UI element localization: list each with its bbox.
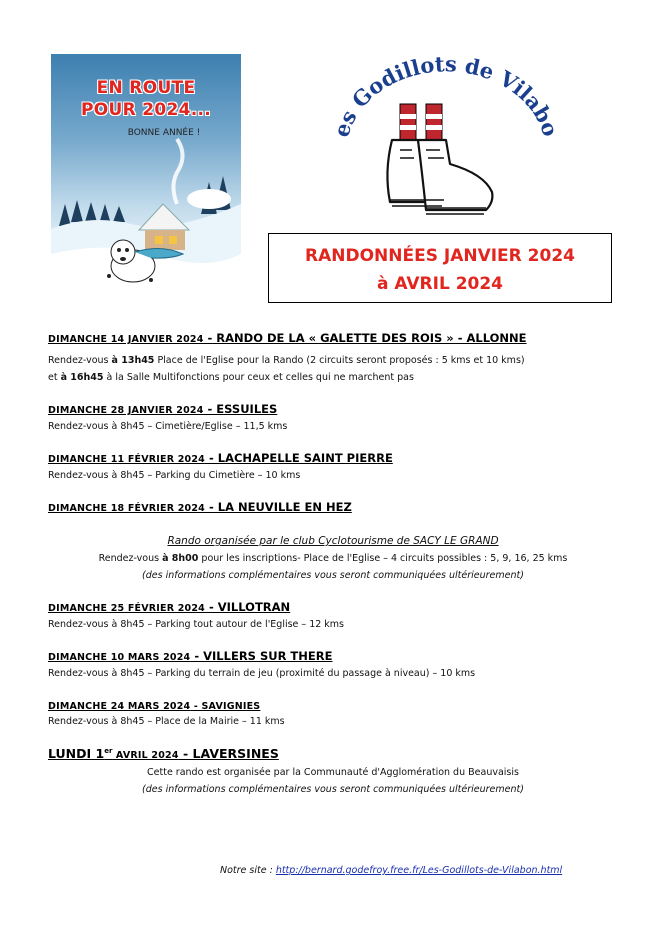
club-logo [326, 42, 566, 232]
lundi-detail: Cette rando est organisée par la Communauté d'Agglomération du Beauvaisis [147, 767, 519, 778]
event-detail: Rendez-vous à 8h45 – Parking tout autour de l'Eglise – 12 kms [48, 619, 345, 630]
event-heading-1-avril: LUNDI 1er AVRIL 2024 - LAVERSINES [48, 746, 279, 761]
footer-label: Notre site : [220, 865, 276, 876]
event-date: DIMANCHE 11 FÉVRIER 2024 [48, 454, 205, 465]
event-heading-18-fevrier [48, 500, 352, 514]
svg-text:Les Godillots de Vilabon [326, 42, 563, 140]
event-detail: Rendez-vous à 13h45 Place de l'Eglise pour la Rando (2 circuits seront proposés : 5 kms et 10 kms) [48, 355, 525, 366]
event-heading-10-mars [48, 649, 332, 663]
event-date: DIMANCHE 24 MARS 2024 [48, 701, 191, 712]
card-line-2: POUR 2024... [80, 100, 211, 120]
lundi-note: (des informations complémentaires vous seront communiquées ultérieurement) [142, 784, 524, 795]
cyclo-detail: Rendez-vous à 8h00 pour les inscriptions- Place de l'Eglise – 4 circuits possibles : 5, 9, 16, 25 kms [98, 553, 568, 564]
cyclo-title: Rando organisée par le club Cyclotourisme de SACY LE GRAND [167, 535, 499, 547]
card-line-1: EN ROUTE [96, 78, 196, 98]
event-place: - LA NEUVILLE EN HEZ [204, 500, 352, 514]
event-place: - VILLOTRAN [204, 600, 291, 614]
event-place: - RANDO DE LA « GALETTE DES ROIS » - ALLONNE [203, 331, 527, 345]
title-box [268, 233, 612, 303]
event-heading-25-fevrier [48, 600, 290, 614]
greeting-card-image [51, 54, 241, 303]
event-place: - LACHAPELLE SAINT PIERRE [204, 451, 393, 465]
event-detail: Rendez-vous à 8h45 – Place de la Mairie – 11 kms [48, 716, 285, 727]
footer-site [220, 865, 562, 876]
event-heading-11-fevrier [48, 451, 393, 465]
winter-scene-illustration [51, 54, 241, 303]
event-heading-28-janvier [48, 402, 277, 416]
title-line-1: RANDONNÉES JANVIER 2024 [304, 246, 575, 266]
event-place: - VILLERS SUR THERE [190, 649, 333, 663]
title-line-2: à AVRIL 2024 [376, 274, 504, 294]
event-detail: et à 16h45 à la Salle Multifonctions pour ceux et celles qui ne marchent pas [48, 372, 414, 383]
event-date: DIMANCHE 18 FÉVRIER 2024 [48, 503, 205, 514]
event-date: DIMANCHE 28 JANVIER 2024 [48, 405, 204, 416]
event-detail: Rendez-vous à 8h45 – Cimetière/Eglise – 11,5 kms [48, 421, 288, 432]
event-place: - ESSUILES [203, 402, 278, 416]
event-date: DIMANCHE 14 JANVIER 2024 [48, 334, 204, 345]
event-date: DIMANCHE 25 FÉVRIER 2024 [48, 603, 205, 614]
event-place: - SAVIGNIES [190, 701, 261, 712]
event-detail: Rendez-vous à 8h45 – Parking du terrain de jeu (proximité du passage à niveau) – 10 kms [48, 668, 476, 679]
event-date: DIMANCHE 10 MARS 2024 [48, 652, 191, 663]
cyclo-note: (des informations complémentaires vous seront communiquées ultérieurement) [142, 570, 524, 581]
event-heading-14-janvier [48, 331, 527, 345]
event-detail: Rendez-vous à 8h45 – Parking du Cimetière – 10 kms [48, 470, 301, 481]
card-line-3: BONNE ANNÉE ! [127, 128, 201, 138]
logo-text: es Godillots de Vilabo [328, 51, 564, 140]
site-link[interactable]: http://bernard.godefroy.free.fr/Les-Godillots-de-Vilabon.html [275, 865, 563, 876]
event-heading-24-mars [48, 698, 260, 712]
